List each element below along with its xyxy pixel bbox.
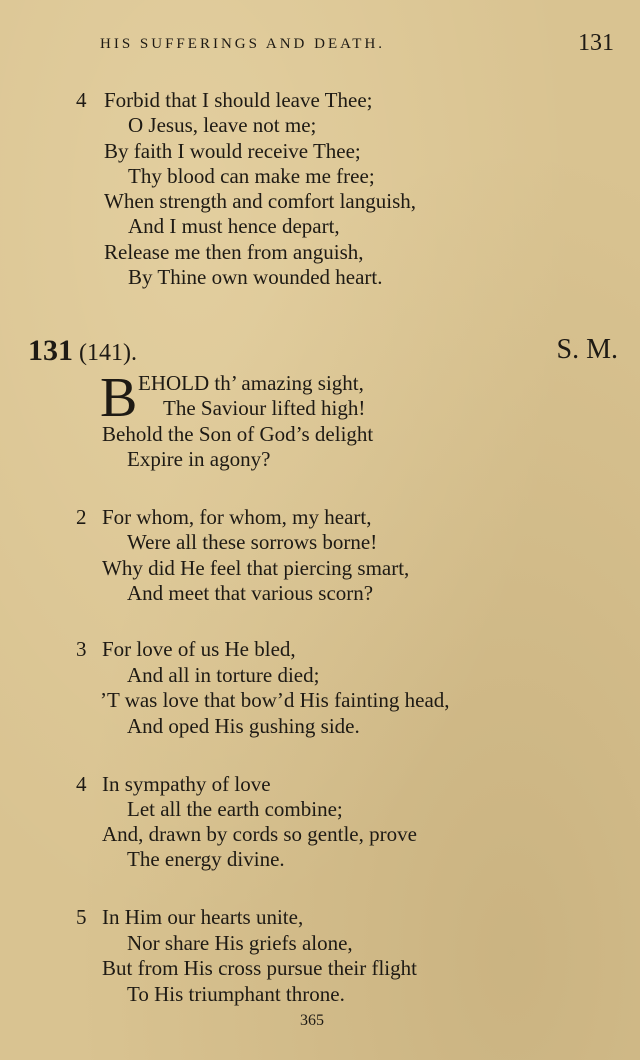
verse-line: Thy blood can make me free; — [128, 164, 375, 188]
verse-line: Behold the Son of God’s delight — [102, 422, 374, 446]
verse-line: By faith I would receive Thee; — [104, 139, 361, 163]
stanza-number: 3 — [76, 637, 87, 661]
verse-line: In sympathy of love — [102, 772, 271, 796]
hymn-alt-number: (141). — [79, 340, 137, 366]
hymn-number: 131 — [28, 334, 73, 367]
verse-line: Release me then from anguish, — [104, 240, 364, 264]
verse-line: And meet that various scorn? — [127, 581, 374, 605]
verse-line: When strength and comfort languish, — [104, 189, 417, 213]
verse-line: EHOLD th’ amazing sight, — [138, 371, 364, 395]
stanza-number: 5 — [76, 905, 87, 929]
verse-line: O Jesus, leave not me; — [128, 113, 317, 137]
verse-line: And I must hence depart, — [128, 214, 340, 238]
verse-line: ’T was love that bow’d His fainting head, — [100, 688, 450, 712]
footer-page-number: 365 — [300, 1012, 324, 1029]
verse-line: To His triumphant throne. — [127, 982, 345, 1006]
verse-line: In Him our hearts unite, — [102, 905, 304, 929]
verse-line: But from His cross pursue their flight — [102, 956, 417, 980]
verse-line: By Thine own wounded heart. — [128, 265, 383, 289]
verse-line: Forbid that I should leave Thee; — [104, 88, 373, 112]
verse-line: For whom, for whom, my heart, — [102, 505, 372, 529]
prev-stanza-number: 4 — [76, 88, 87, 112]
verse-line: And oped His gushing side. — [127, 714, 360, 738]
header-page-number: 131 — [578, 30, 614, 56]
verse-line: For love of us He bled, — [102, 637, 296, 661]
verse-line: Let all the earth combine; — [127, 797, 343, 821]
verse-line: Were all these sorrows borne! — [127, 530, 378, 554]
drop-cap: B — [100, 367, 138, 429]
verse-line: The energy divine. — [127, 847, 285, 871]
running-header: HIS SUFFERINGS AND DEATH. — [100, 36, 386, 52]
hymn-heading — [28, 334, 137, 368]
verse-line: Expire in agony? — [127, 447, 271, 471]
hymn-meter: S. M. — [556, 334, 618, 365]
verse-line: And all in torture died; — [127, 663, 320, 687]
verse-line: The Saviour lifted high! — [163, 396, 366, 420]
stanza-number: 2 — [76, 505, 87, 529]
verse-line: Why did He feel that piercing smart, — [102, 556, 410, 580]
stanza-number: 4 — [76, 772, 87, 796]
verse-line: Nor share His griefs alone, — [127, 931, 353, 955]
verse-line: And, drawn by cords so gentle, prove — [102, 822, 417, 846]
